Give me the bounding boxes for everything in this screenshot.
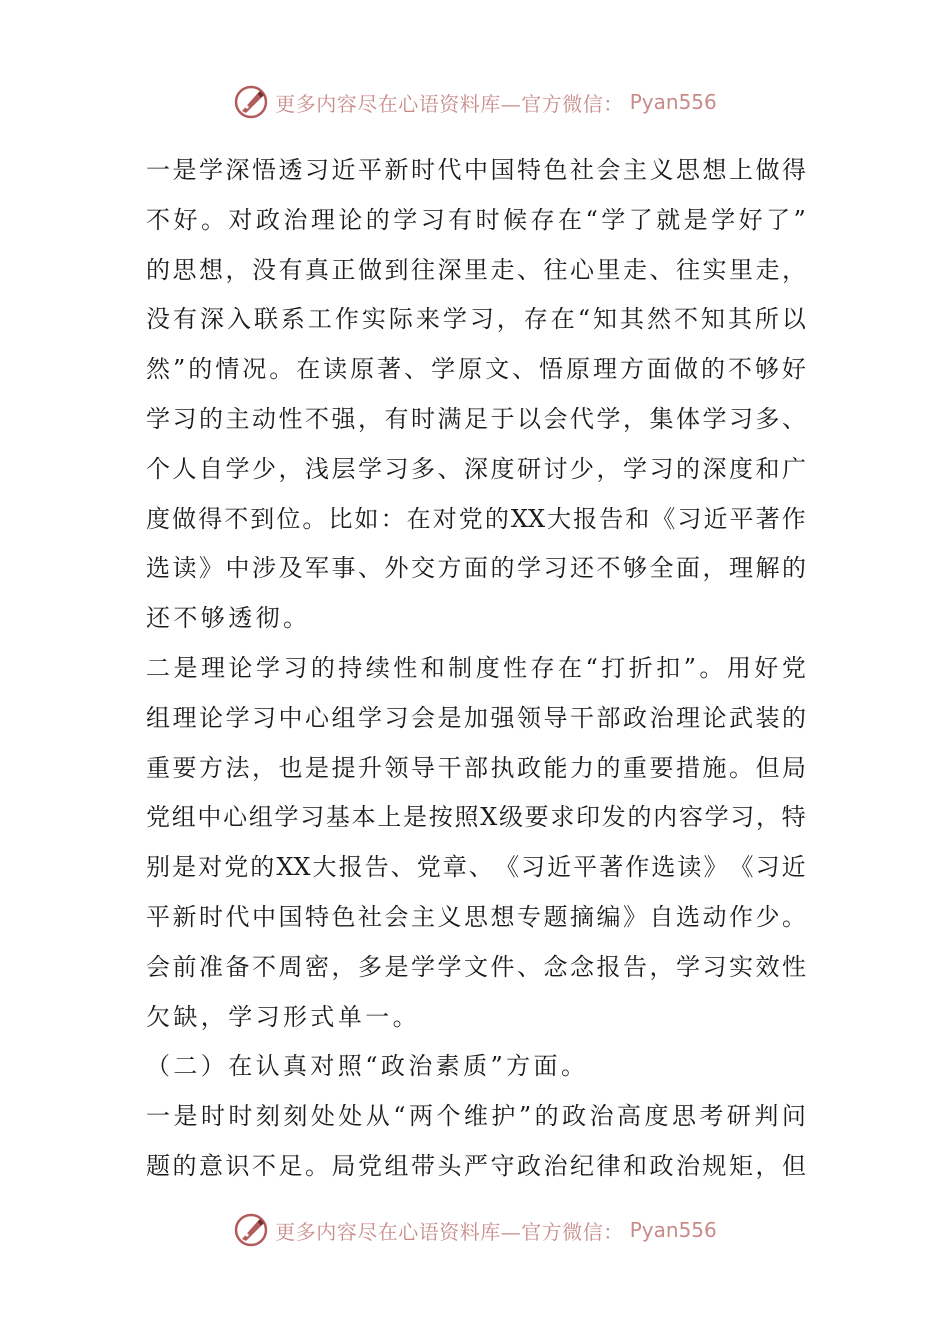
text-line: 一 是 学 深 悟 透 习 近 平 新 时 代 中 国 特 色 社 会 主 义 思 想 上 做 得 [146, 156, 806, 184]
document-body [146, 146, 806, 1192]
text-line: 欠缺，学习形式单一。 [146, 1002, 420, 1031]
text-line: 个 人 自 学 少 ， 浅 层 学 习 多 、 深 度 研 讨 少 ， 学 习 的 深 度 和 广 [146, 454, 806, 483]
watermark-text: 更多内容尽在心语资料库—官方微信： [275, 1219, 624, 1244]
text-line: 还不够透彻。 [146, 604, 311, 633]
header-watermark [0, 80, 950, 124]
text-line: 别 是 对 党 的 XX 大 报 告 、 党 章 、 《 习 近 平 著 作 选 读 》 《 习 近 [146, 853, 806, 882]
text-line: 没 有 深 入 联 系 工 作 实 际 来 学 习 ， 存 在 “ 知 其 然 不 知 其 所 以 [146, 305, 806, 334]
text-line: （二）在认真对照“政治素质”方面。 [146, 1052, 589, 1081]
wechat-id: Pyan556 [629, 90, 717, 114]
text-line: 党 组 中 心 组 学 习 基 本 上 是 按 照 X 级 要 求 印 发 的 内 容 学 习 ， 特 [146, 803, 806, 832]
text-line: 的 思 想 ， 没 有 真 正 做 到 往 深 里 走 、 往 心 里 走 、 往 实 里 走 ， [146, 255, 806, 284]
text-line: 选 读 》 中 涉 及 军 事 、 外 交 方 面 的 学 习 还 不 够 全 面 ， 理 解 的 [146, 554, 806, 583]
watermark-text: 更多内容尽在心语资料库—官方微信： [275, 91, 624, 116]
text-line: 不 好 。 对 政 治 理 论 的 学 习 有 时 候 存 在 “ 学 了 就 是 学 好 了 ” [146, 205, 806, 234]
wechat-id: Pyan556 [629, 1218, 717, 1242]
text-line: 平 新 时 代 中 国 特 色 社 会 主 义 思 想 专 题 摘 编 》 自 选 动 作 少 。 [146, 902, 806, 931]
footer-watermark [0, 1208, 950, 1252]
pen-nib-logo-icon [233, 1212, 269, 1248]
text-line: 重 要 方 法 ， 也 是 提 升 领 导 干 部 执 政 能 力 的 重 要 措 施 。 但 局 [146, 753, 806, 782]
pen-nib-logo-icon [233, 84, 269, 120]
text-line: 度 做 得 不 到 位 。 比 如 ： 在 对 党 的 XX 大 报 告 和 《 习 近 平 著 作 [146, 504, 806, 533]
text-line: 学 习 的 主 动 性 不 强 ， 有 时 满 足 于 以 会 代 学 ， 集 体 学 习 多 、 [146, 404, 806, 433]
text-line: 二 是 理 论 学 习 的 持 续 性 和 制 度 性 存 在 “ 打 折 扣 ” 。 用 好 党 [146, 653, 806, 682]
text-line: 会 前 准 备 不 周 密 ， 多 是 学 学 文 件 、 念 念 报 告 ， 学 习 实 效 性 [146, 952, 806, 981]
text-line: 题 的 意 识 不 足 。 局 党 组 带 头 严 守 政 治 纪 律 和 政 治 规 矩 ， 但 [146, 1151, 806, 1180]
text-line: 一 是 时 时 刻 刻 处 处 从 “ 两 个 维 护 ” 的 政 治 高 度 思 考 研 判 问 [146, 1102, 806, 1131]
text-line: 组 理 论 学 习 中 心 组 学 习 会 是 加 强 领 导 干 部 政 治 理 论 武 装 的 [146, 703, 806, 732]
text-line: 然 ” 的 情 况 。 在 读 原 著 、 学 原 文 、 悟 原 理 方 面 做 的 不 够 好 [146, 355, 806, 384]
